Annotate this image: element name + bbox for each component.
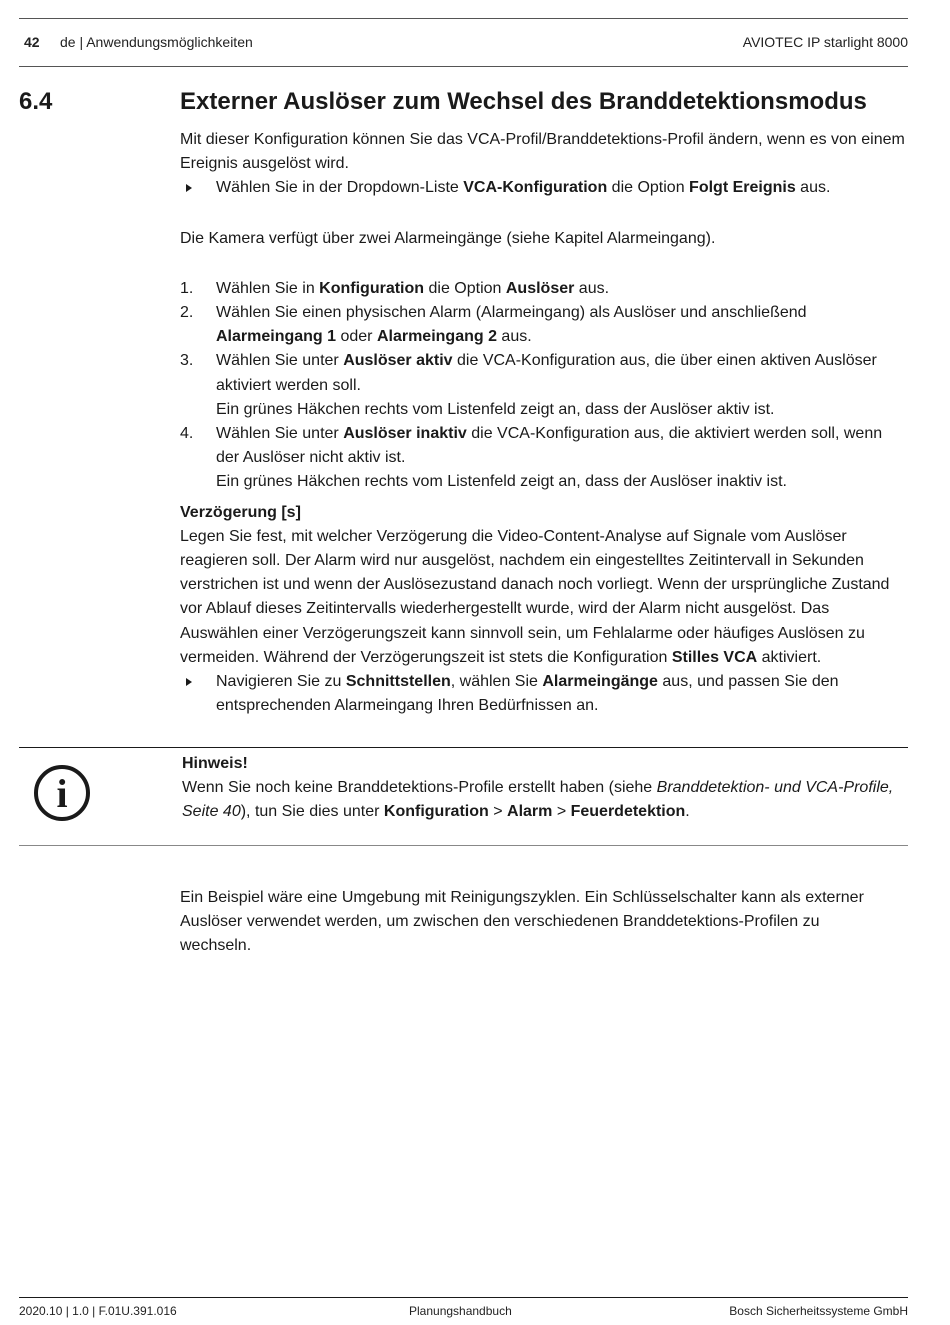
bullet-arrow-icon (186, 678, 192, 686)
ui-term: Schnittstellen (345, 673, 451, 691)
section-body (180, 128, 908, 718)
menu-path-item: Alarm (507, 803, 553, 821)
product-name: AVIOTEC IP starlight 8000 (742, 34, 908, 50)
ui-term: Alarmeingänge (542, 673, 658, 691)
delay-paragraph (180, 525, 908, 670)
note-top-rule (19, 747, 908, 748)
info-icon: i (34, 765, 90, 821)
delay-heading: Verzögerung [s] (180, 503, 301, 521)
step-text: Wählen Sie in (216, 279, 320, 297)
step-item (180, 277, 908, 301)
ui-term: Konfiguration (319, 279, 425, 297)
example-paragraph: Ein Beispiel wäre eine Umgebung mit Reinigungszyklen. Ein Schlüsselschalter kann als externer Auslöser verwendet werden, um zwischen den verschiedenen Branddetektions-Profilen zu wechseln. (180, 889, 864, 955)
header-bottom-rule (19, 66, 908, 67)
step-text: die Option (424, 279, 506, 297)
section-number: 6.4 (19, 88, 53, 115)
alarm-inputs-paragraph: Die Kamera verfügt über zwei Alarmeingänge (siehe Kapitel Alarmeingang). (180, 229, 716, 247)
step-number: 2. (180, 304, 194, 322)
note-box (182, 752, 902, 825)
delay-text: aktiviert. (757, 648, 822, 666)
bullet-text: aus. (795, 179, 831, 197)
step-text: oder (336, 328, 377, 346)
step-number: 4. (180, 425, 194, 443)
footer-rule (19, 1297, 908, 1298)
bullet-text: , wählen Sie (450, 673, 543, 691)
note-bottom-rule (19, 845, 908, 846)
intro-paragraph: Mit dieser Konfiguration können Sie das VCA-Profil/Branddetektions-Profil ändern, wenn es von einem Ereignis ausgelöst wird. (180, 131, 905, 173)
step-text: aus. (496, 328, 532, 346)
bullet-text: aus, und passen Sie den entsprechenden Alarmeingang Ihren Bedürfnissen an. (216, 673, 839, 715)
bullet-vca-config (180, 176, 908, 200)
ui-term: Alarmeingang 1 (216, 328, 337, 346)
note-text (182, 776, 902, 824)
step-list (180, 277, 908, 495)
header-top-rule (19, 18, 908, 19)
bullet-text: Wählen Sie in der Dropdown-Liste (216, 179, 464, 197)
step-text: die VCA-Konfiguration aus, die aktiviert werden soll, wenn der Auslöser nicht aktiv ist. (216, 425, 883, 467)
cross-reference-link[interactable]: Branddetektion- und VCA-Profile, Seite 40 (182, 779, 894, 821)
delay-text: Legen Sie fest, mit welcher Verzögerung die Video-Content-Analyse auf Signale vom Auslöser reagieren soll. Der Alarm wird nur ausgelöst, nachdem ein eingestelltes Zeitintervall in Sekunden verstrichen ist und wenn der Auslösezustand danach noch vorliegt. Wenn der ursprüngliche Zustand vor Ablauf dieses Zeitintervalls wiederhergestellt wurde, wird der Alarm nicht ausgelöst. Das Auswählen einer Verzögerungszeit kann sinnvoll sein, um Fehlalarme oder häufiges Auslösen zu vermeiden. Während der Verzögerungszeit ist stets die Konfiguration (180, 527, 890, 666)
step-text: die VCA-Konfiguration aus, die über einen aktiven Auslöser aktiviert werden soll. (216, 352, 877, 394)
ui-term: VCA-Konfiguration (463, 179, 608, 197)
note-title: Hinweis! (182, 755, 248, 772)
menu-path-item: Feuerdetektion (570, 803, 686, 821)
footer-doc-type: Planungshandbuch (409, 1304, 512, 1318)
footer-doc-info: 2020.10 | 1.0 | F.01U.391.016 (19, 1304, 177, 1318)
step-number: 3. (180, 352, 194, 370)
example-section (180, 886, 880, 959)
step-item (180, 349, 908, 422)
ui-term: Folgt Ereignis (689, 179, 796, 197)
step-result-note: Ein grünes Häkchen rechts vom Listenfeld zeigt an, dass der Auslöser aktiv ist. (216, 400, 775, 418)
menu-path-separator: > (552, 803, 571, 821)
note-text-part: . (685, 803, 690, 821)
step-item (180, 301, 908, 349)
step-number: 1. (180, 279, 194, 297)
note-text-part: ), tun Sie dies unter (240, 803, 384, 821)
step-text: aus. (574, 279, 610, 297)
page-number: 42 (24, 34, 40, 50)
ui-term: Stilles VCA (671, 648, 758, 666)
ui-term: Auslöser inaktiv (343, 425, 467, 443)
bullet-text: die Option (607, 179, 690, 197)
menu-path-item: Konfiguration (383, 803, 489, 821)
step-item (180, 422, 908, 495)
chapter-label: de | Anwendungsmöglichkeiten (60, 34, 253, 50)
menu-path-separator: > (488, 803, 508, 821)
note-text-part: Wenn Sie noch keine Branddetektions-Profile erstellt haben (siehe (182, 779, 657, 797)
step-text: Wählen Sie einen physischen Alarm (Alarmeingang) als Auslöser und anschließend (216, 304, 807, 322)
step-text: Wählen Sie unter (216, 425, 344, 443)
footer-company: Bosch Sicherheitssysteme GmbH (729, 1304, 908, 1318)
ui-term: Auslöser (505, 279, 575, 297)
section-title: Externer Auslöser zum Wechsel des Branddetektionsmodus (180, 88, 867, 115)
step-text: Wählen Sie unter (216, 352, 344, 370)
step-result-note: Ein grünes Häkchen rechts vom Listenfeld zeigt an, dass der Auslöser inaktiv ist. (216, 473, 787, 491)
ui-term: Alarmeingang 2 (376, 328, 497, 346)
bullet-text: Navigieren Sie zu (216, 673, 346, 691)
bullet-interfaces (180, 670, 908, 718)
bullet-arrow-icon (186, 184, 192, 192)
ui-term: Auslöser aktiv (343, 352, 453, 370)
